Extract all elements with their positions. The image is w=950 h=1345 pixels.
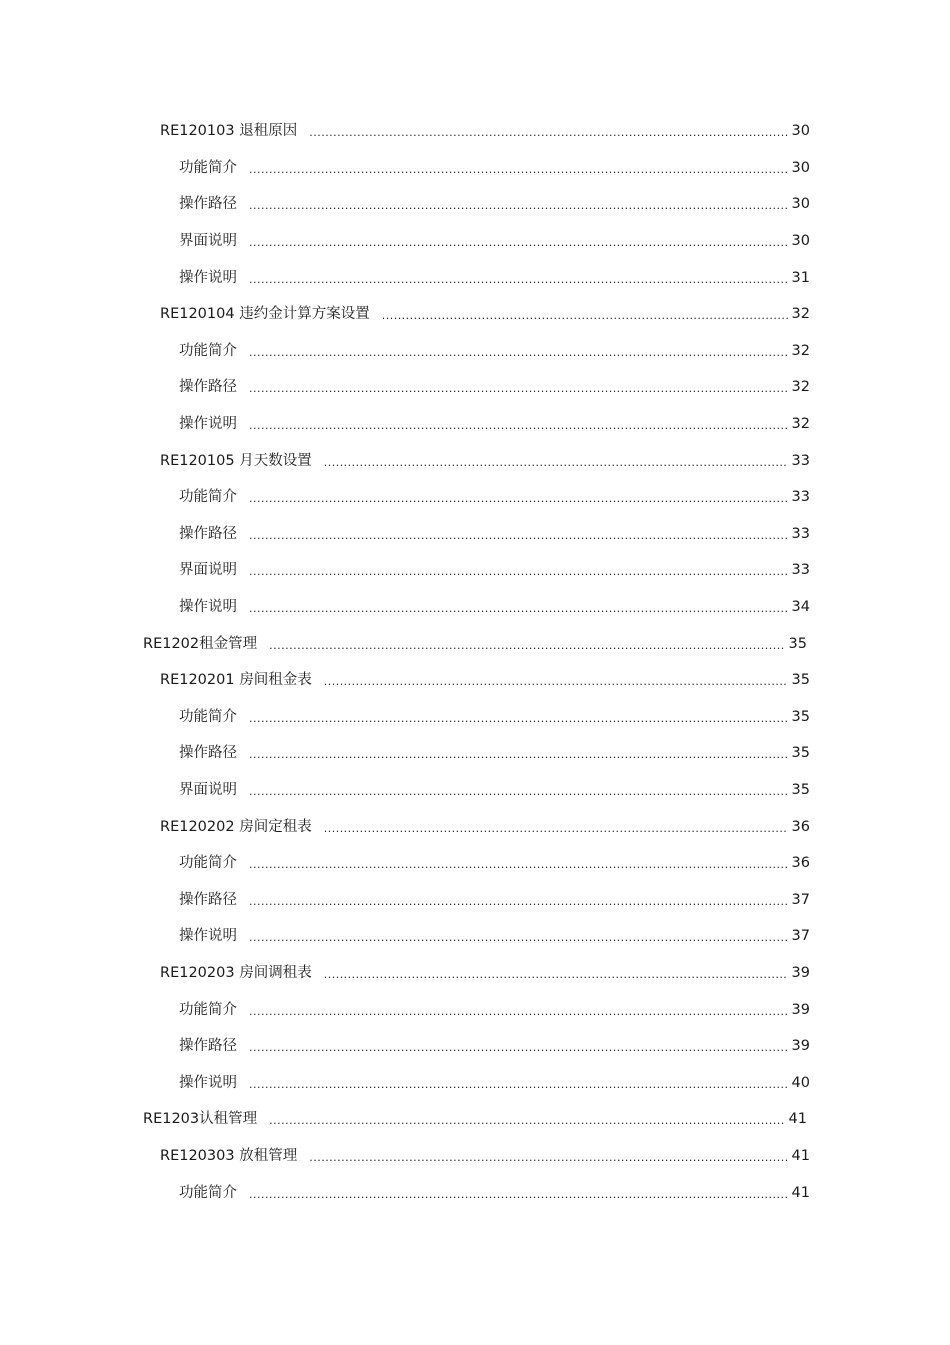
dot-leader	[324, 820, 788, 838]
toc-entry-title: 操作路径	[179, 891, 237, 908]
dot-leader	[249, 380, 788, 398]
dot-leader	[249, 856, 788, 874]
toc-entry[interactable]	[0, 113, 810, 150]
toc-entry[interactable]	[0, 150, 810, 187]
dot-leader	[249, 893, 788, 911]
toc-entry-page-number: 33	[791, 452, 810, 469]
toc-entry-title: RE120201 房间租金表	[160, 672, 312, 689]
toc-entry[interactable]	[0, 772, 810, 809]
dot-leader	[382, 307, 788, 325]
toc-entry-page-number: 32	[791, 306, 810, 323]
toc-entry[interactable]	[0, 1138, 810, 1175]
toc-entry-page-number: 36	[791, 818, 810, 835]
dot-leader	[269, 637, 784, 655]
toc-entry-title: RE1202租金管理	[143, 635, 258, 652]
toc-entry-title: 功能简介	[179, 342, 237, 359]
toc-entry[interactable]	[0, 589, 810, 626]
toc-entry-title: 界面说明	[179, 781, 237, 798]
toc-entry[interactable]	[0, 223, 810, 260]
dot-leader	[249, 600, 788, 618]
toc-entry[interactable]	[0, 186, 810, 223]
dot-leader	[249, 271, 788, 289]
toc-entry[interactable]	[0, 1028, 810, 1065]
toc-entry[interactable]	[0, 918, 810, 955]
toc-entry-title: RE120203 房间调租表	[160, 964, 312, 981]
toc-entry[interactable]	[0, 516, 810, 553]
toc-entry[interactable]	[0, 991, 810, 1028]
dot-leader	[309, 124, 787, 142]
toc-entry-page-number: 35	[791, 672, 810, 689]
toc-entry-title: RE120104 违约金计算方案设置	[160, 306, 370, 323]
dot-leader	[309, 1149, 787, 1167]
dot-leader	[269, 1112, 784, 1130]
toc-entry[interactable]	[0, 1064, 810, 1101]
toc-entry-title: 操作路径	[179, 1038, 237, 1055]
toc-entry-page-number: 41	[788, 1111, 807, 1128]
toc-entry[interactable]	[0, 479, 810, 516]
toc-entry[interactable]	[0, 369, 810, 406]
toc-entry-page-number: 35	[791, 708, 810, 725]
toc-entry[interactable]	[0, 552, 810, 589]
dot-leader	[324, 966, 788, 984]
toc-entry-page-number: 35	[788, 635, 807, 652]
dot-leader	[249, 1076, 788, 1094]
toc-entry[interactable]	[0, 1174, 810, 1211]
toc-entry-page-number: 35	[791, 781, 810, 798]
dot-leader	[249, 710, 788, 728]
toc-entry-title: 操作路径	[179, 196, 237, 213]
toc-entry-page-number: 39	[791, 1001, 810, 1018]
dot-leader	[249, 563, 788, 581]
toc-entry[interactable]	[0, 333, 810, 370]
dot-leader	[249, 746, 788, 764]
toc-entry[interactable]	[0, 442, 810, 479]
toc-entry-page-number: 40	[791, 1074, 810, 1091]
toc-entry-title: 功能简介	[179, 1184, 237, 1201]
toc-entry[interactable]	[0, 1101, 807, 1138]
toc-entry-page-number: 31	[791, 269, 810, 286]
toc-entry-page-number: 32	[791, 416, 810, 433]
dot-leader	[249, 234, 788, 252]
toc-entry-title: 操作说明	[179, 416, 237, 433]
toc-entry-page-number: 34	[791, 599, 810, 616]
toc-entry-title: RE120103 退租原因	[160, 123, 298, 140]
dot-leader	[249, 490, 788, 508]
dot-leader	[249, 1186, 788, 1204]
toc-entry-title: 功能简介	[179, 159, 237, 176]
toc-entry[interactable]	[0, 881, 810, 918]
dot-leader	[249, 417, 788, 435]
toc-entry[interactable]	[0, 625, 807, 662]
toc-entry[interactable]	[0, 845, 810, 882]
toc-entry-page-number: 39	[791, 1038, 810, 1055]
toc-entry-title: 操作路径	[179, 745, 237, 762]
toc-entry-title: RE120105 月天数设置	[160, 452, 312, 469]
dot-leader	[249, 344, 788, 362]
toc-entry-title: 界面说明	[179, 233, 237, 250]
toc-entry-page-number: 32	[791, 342, 810, 359]
toc-entry-page-number: 37	[791, 928, 810, 945]
toc-entry-page-number: 33	[791, 562, 810, 579]
toc-entry-page-number: 41	[791, 1184, 810, 1201]
toc-entry-page-number: 33	[791, 525, 810, 542]
toc-entry-title: 界面说明	[179, 562, 237, 579]
toc-entry-page-number: 33	[791, 489, 810, 506]
toc-entry[interactable]	[0, 406, 810, 443]
toc-entry-page-number: 37	[791, 891, 810, 908]
toc-entry[interactable]	[0, 259, 810, 296]
dot-leader	[324, 673, 788, 691]
toc-entry-title: 操作说明	[179, 269, 237, 286]
toc-entry-title: RE1203认租管理	[143, 1111, 258, 1128]
toc-entry-page-number: 30	[791, 196, 810, 213]
toc-entry-page-number: 39	[791, 964, 810, 981]
dot-leader	[249, 161, 788, 179]
toc-entry-title: 功能简介	[179, 708, 237, 725]
toc-entry-title: 功能简介	[179, 1001, 237, 1018]
toc-entry-page-number: 36	[791, 855, 810, 872]
toc-entry-title: RE120202 房间定租表	[160, 818, 312, 835]
toc-entry-title: RE120303 放租管理	[160, 1147, 298, 1164]
table-of-contents	[0, 113, 950, 1211]
toc-entry[interactable]	[0, 296, 810, 333]
toc-entry-page-number: 32	[791, 379, 810, 396]
dot-leader	[249, 783, 788, 801]
toc-entry[interactable]	[0, 955, 810, 992]
toc-entry[interactable]	[0, 662, 810, 699]
dot-leader	[249, 1039, 788, 1057]
toc-entry-title: 功能简介	[179, 855, 237, 872]
toc-entry-title: 操作路径	[179, 379, 237, 396]
toc-entry[interactable]	[0, 699, 810, 736]
dot-leader	[249, 527, 788, 545]
toc-entry-title: 操作说明	[179, 1074, 237, 1091]
toc-entry-page-number: 30	[791, 159, 810, 176]
toc-entry-title: 功能简介	[179, 489, 237, 506]
toc-entry[interactable]	[0, 735, 810, 772]
dot-leader	[324, 454, 788, 472]
toc-entry-title: 操作路径	[179, 525, 237, 542]
toc-entry-page-number: 30	[791, 233, 810, 250]
dot-leader	[249, 197, 788, 215]
toc-entry-page-number: 30	[791, 123, 810, 140]
dot-leader	[249, 1003, 788, 1021]
toc-entry-page-number: 41	[791, 1147, 810, 1164]
toc-entry-title: 操作说明	[179, 928, 237, 945]
toc-entry-page-number: 35	[791, 745, 810, 762]
dot-leader	[249, 929, 788, 947]
toc-entry[interactable]	[0, 808, 810, 845]
toc-entry-title: 操作说明	[179, 599, 237, 616]
